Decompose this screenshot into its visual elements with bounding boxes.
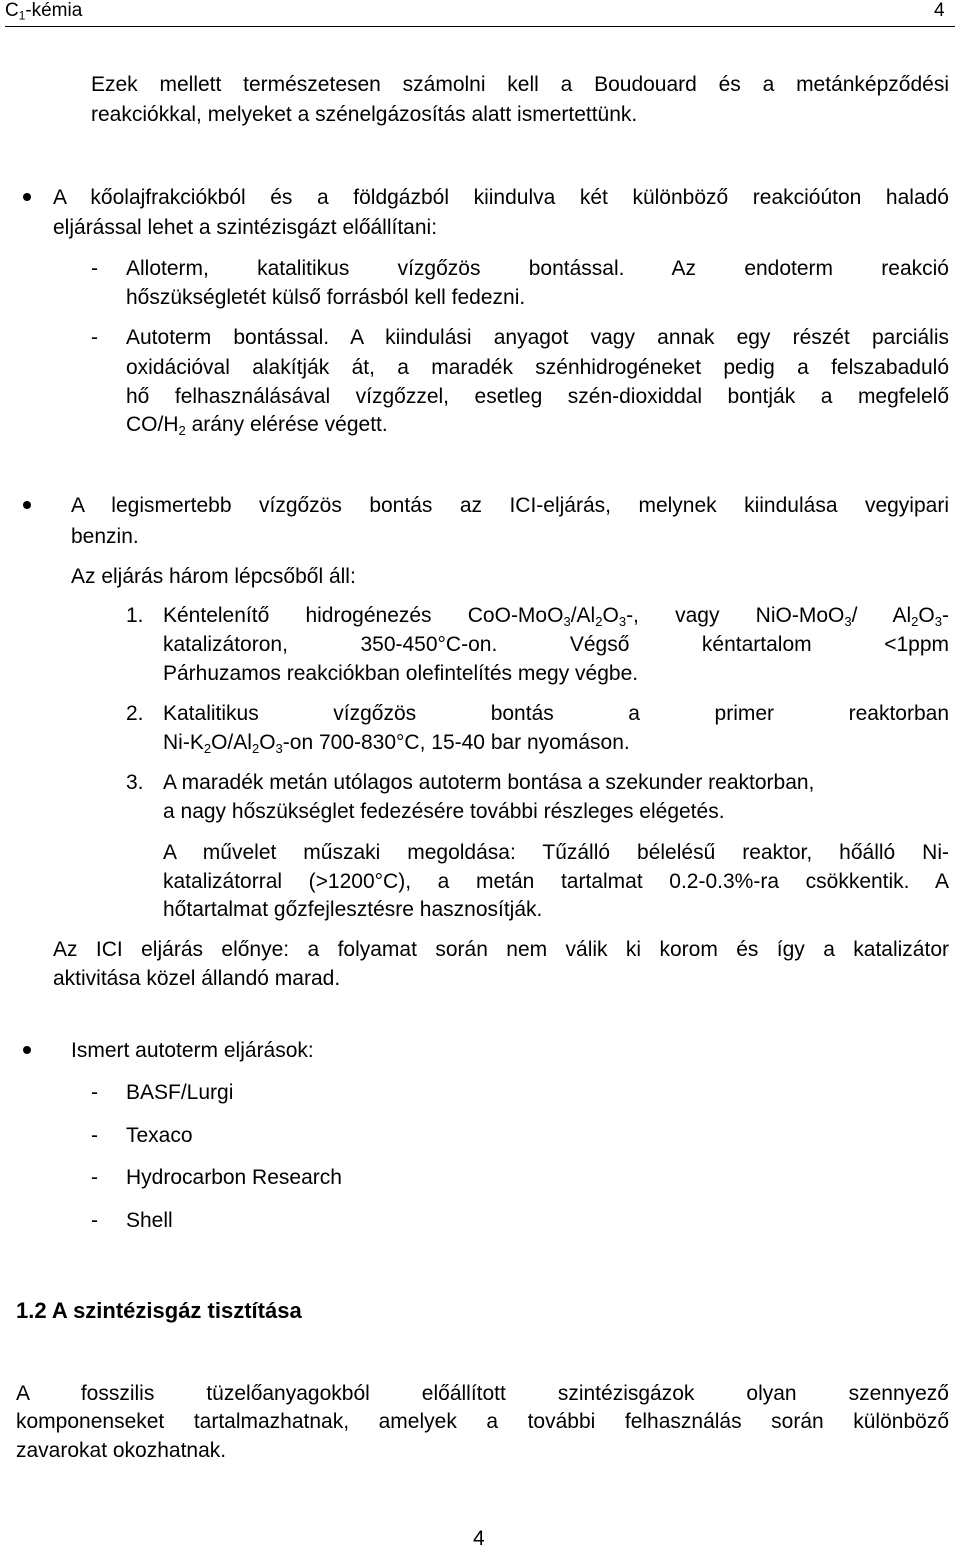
step3-line-1: A maradék metán utólagos autoterm bontása a szekunder reaktorban, [163, 771, 815, 794]
subscript: 2 [203, 740, 212, 756]
text-run: /Al [570, 604, 596, 627]
alloterm-line-2: hőszükségletét külső forrásból kell fedezni. [126, 286, 526, 309]
solution-line-1: A művelet műszaki megoldása: Tűzálló bélelésű reaktor, hőálló Ni- [163, 841, 949, 864]
header-title [5, 0, 82, 23]
subscript: 3 [934, 613, 942, 629]
header-title-sub: 1 [18, 9, 26, 23]
bullet-icon [23, 193, 31, 201]
step3-line-2: a nagy hőszükséglet fedezésére további részleges elégetés. [163, 800, 725, 823]
text-run: -on 700-830°C, 15-40 bar nyomáson. [282, 731, 630, 754]
section-line-3: zavarokat okozhatnak. [16, 1439, 227, 1462]
solution-line-3: hőtartalmat gőzfejlesztésre hasznosítják. [163, 898, 543, 921]
step-number: 3. [126, 771, 144, 794]
autoterm-line-3: hő felhasználásával vízgőzzel, esetleg szén-dioxiddal bontják a megfelelő [126, 385, 949, 408]
text-run: arány elérése végett. [185, 413, 388, 436]
header-title-rest: -kémia [25, 0, 83, 21]
text-run: Kéntelenítő hidrogénezés CoO-MoO [163, 604, 564, 627]
subscript: 2 [178, 422, 186, 438]
step1-line-1 [163, 604, 949, 628]
subscript: 2 [911, 613, 919, 629]
step-number: 1. [126, 604, 144, 627]
dash-marker: - [91, 257, 98, 280]
step-number: 2. [126, 702, 144, 725]
bullet3-title: Ismert autoterm eljárások: [71, 1039, 314, 1062]
autoterm-line-1: Autoterm bontással. A kiindulási anyagot vagy annak egy részét parciális [126, 326, 949, 349]
footer-page-number: 4 [473, 1527, 485, 1550]
bullet1-line-2: eljárással lehet a szintézisgázt előállítani: [53, 216, 438, 239]
subscript: 3 [844, 613, 852, 629]
subscript: 2 [595, 613, 603, 629]
list-item: BASF/Lurgi [126, 1081, 234, 1104]
section-heading: 1.2 A szintézisgáz tisztítása [16, 1298, 302, 1323]
steps-intro: Az eljárás három lépcsőből áll: [71, 565, 356, 588]
solution-line-2: katalizátorral (>1200°C), a metán tartalmat 0.2-0.3%-ra csökkentik. A [163, 870, 949, 893]
section-line-2: komponenseket tartalmazhatnak, amelyek a további felhasználás során különböző [16, 1410, 949, 1433]
subscript: 3 [618, 613, 627, 629]
dash-marker: - [91, 1081, 98, 1104]
list-item: Texaco [126, 1124, 193, 1147]
text-run: CO/H [126, 413, 179, 436]
advantage-line-2: aktivitása közel állandó marad. [53, 967, 341, 990]
advantage-line-1: Az ICI eljárás előnye: a folyamat során nem válik ki korom és így a katalizátor [53, 938, 949, 961]
step2-line-1: Katalitikus vízgőzös bontás a primer reaktorban [163, 702, 949, 725]
text-run: O [259, 731, 276, 754]
bullet2-line-2: benzin. [71, 525, 139, 548]
step1-line-3: Párhuzamos reakciókban olefintelítés megy végbe. [163, 662, 639, 685]
list-item: Hydrocarbon Research [126, 1166, 342, 1189]
text-run: O [602, 604, 619, 627]
header-page-number: 4 [934, 0, 945, 21]
dash-marker: - [91, 1166, 98, 1189]
text-run: - [942, 604, 949, 627]
bullet-icon [23, 1046, 31, 1054]
dash-marker: - [91, 326, 98, 349]
dash-marker: - [91, 1209, 98, 1232]
dash-marker: - [91, 1124, 98, 1147]
bullet-icon [23, 501, 31, 509]
autoterm-line-2: oxidációval alakítják át, a maradék szénhidrogéneket pedig a felszabaduló [126, 356, 949, 379]
section-line-1: A fosszilis tüzelőanyagokból előállított szintézisgázok olyan szennyező [16, 1382, 949, 1405]
autoterm-line-4 [126, 413, 388, 437]
list-item: Shell [126, 1209, 173, 1232]
text-run: O/Al [211, 731, 252, 754]
intro-line-2: reakciókkal, melyeket a szénelgázosítás alatt ismertettünk. [91, 103, 638, 126]
text-run: O [918, 604, 935, 627]
bullet2-line-1: A legismertebb vízgőzös bontás az ICI-eljárás, melynek kiindulása vegyipari [71, 494, 949, 517]
subscript: 3 [563, 613, 571, 629]
bullet1-line-1: A kőolajfrakciókból és a földgázból kiindulva két különböző reakcióúton haladó [53, 186, 949, 209]
text-run: Ni-K [163, 731, 204, 754]
alloterm-line-1: Alloterm, katalitikus vízgőzös bontással. Az endoterm reakció [126, 257, 949, 280]
subscript: 2 [251, 740, 260, 756]
text-run: / Al [851, 604, 912, 627]
header-divider [5, 26, 955, 27]
subscript: 3 [275, 740, 283, 756]
text-run: -, vagy NiO-MoO [626, 604, 845, 627]
intro-line-1: Ezek mellett természetesen számolni kell a Boudouard és a metánképződési [91, 73, 949, 96]
header-title-main: C [5, 0, 19, 21]
step2-line-2 [163, 731, 630, 755]
step1-line-2: katalizátoron, 350-450°C-on. Végső kéntartalom <1ppm [163, 633, 949, 656]
